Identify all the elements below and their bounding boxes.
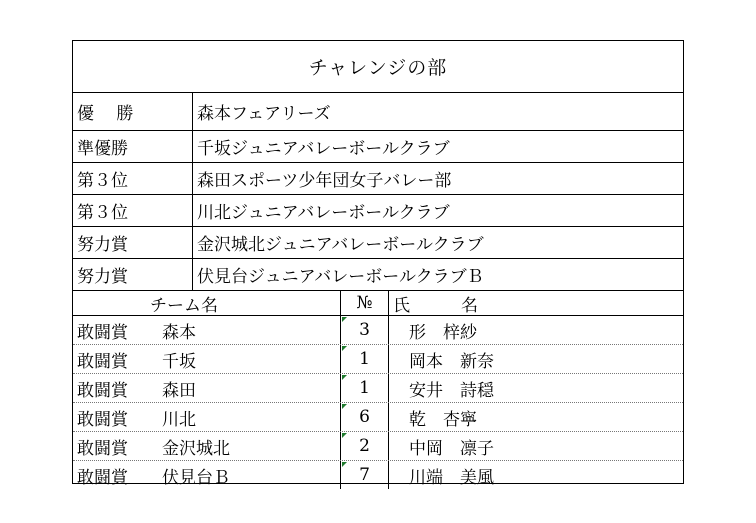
table-row — [73, 316, 683, 345]
row-award: 敢闘賞 — [77, 438, 128, 459]
cell-comment-marker-icon — [342, 317, 347, 322]
award-row — [73, 195, 683, 227]
row-player-name: 形 梓紗 — [409, 322, 477, 343]
row-number-value: 6 — [359, 407, 370, 427]
row-team: 森田 — [148, 374, 341, 402]
row-team: 川北 — [148, 403, 341, 431]
section-title: チャレンジの部 — [73, 41, 683, 93]
header-no: № — [341, 291, 389, 315]
row-number — [341, 374, 389, 402]
award-label: 優 勝 — [73, 92, 193, 130]
award-row — [73, 163, 683, 195]
row-award: 敢闘賞 — [77, 380, 128, 401]
award-row — [73, 131, 683, 163]
award-team: 川北ジュニアバレーボールクラブ — [197, 203, 450, 223]
award-label: 努力賞 — [73, 227, 193, 258]
row-player-name: 安井 詩穏 — [409, 380, 494, 401]
row-award: 敢闘賞 — [77, 467, 128, 488]
table-row — [73, 432, 683, 461]
row-number-value: 7 — [359, 465, 370, 485]
award-label: 努力賞 — [73, 259, 193, 290]
row-award: 敢闘賞 — [77, 409, 128, 430]
header-name: 氏 名 — [393, 295, 478, 316]
row-number-value: 2 — [359, 436, 370, 456]
award-team: 伏見台ジュニアバレーボールクラブＢ — [197, 267, 484, 287]
row-award: 敢闘賞 — [77, 322, 128, 343]
award-row — [73, 92, 683, 131]
row-number — [341, 316, 389, 344]
cell-comment-marker-icon — [342, 404, 347, 409]
table-row — [73, 461, 683, 489]
awards-table — [73, 92, 683, 291]
result-table — [72, 40, 684, 488]
cell-comment-marker-icon — [342, 346, 347, 351]
row-number — [341, 403, 389, 431]
row-player-name: 岡本 新奈 — [409, 351, 494, 372]
row-number-value: 1 — [359, 349, 370, 369]
row-number — [341, 345, 389, 373]
cell-comment-marker-icon — [342, 462, 347, 467]
header-team: チーム名 — [148, 291, 341, 315]
table-row — [73, 374, 683, 403]
row-team: 千坂 — [148, 345, 341, 373]
row-number-value: 1 — [359, 378, 370, 398]
row-number — [341, 432, 389, 460]
row-number-value: 3 — [359, 320, 370, 340]
award-label: 準優勝 — [73, 131, 193, 162]
award-team: 金沢城北ジュニアバレーボールクラブ — [197, 235, 484, 255]
table-row — [73, 403, 683, 432]
award-label: 第３位 — [73, 195, 193, 226]
row-player-name: 乾 杏寧 — [409, 409, 477, 430]
table-row — [73, 345, 683, 374]
fighting-spirit-table — [73, 291, 683, 489]
row-team: 金沢城北 — [148, 432, 341, 460]
cell-comment-marker-icon — [342, 433, 347, 438]
row-team: 森本 — [148, 316, 341, 344]
table-header — [73, 291, 683, 316]
award-team: 千坂ジュニアバレーボールクラブ — [197, 139, 450, 159]
award-row — [73, 227, 683, 259]
award-label: 第３位 — [73, 163, 193, 194]
award-row — [73, 259, 683, 291]
row-team: 伏見台Ｂ — [148, 461, 341, 489]
award-team: 森本フェアリーズ — [197, 103, 331, 124]
row-player-name: 中岡 凛子 — [409, 438, 494, 459]
cell-comment-marker-icon — [342, 375, 347, 380]
row-player-name: 川端 美風 — [409, 467, 494, 488]
header-award — [73, 291, 148, 315]
award-team: 森田スポーツ少年団女子バレー部 — [197, 171, 452, 191]
row-award: 敢闘賞 — [77, 351, 128, 372]
row-number — [341, 461, 389, 489]
